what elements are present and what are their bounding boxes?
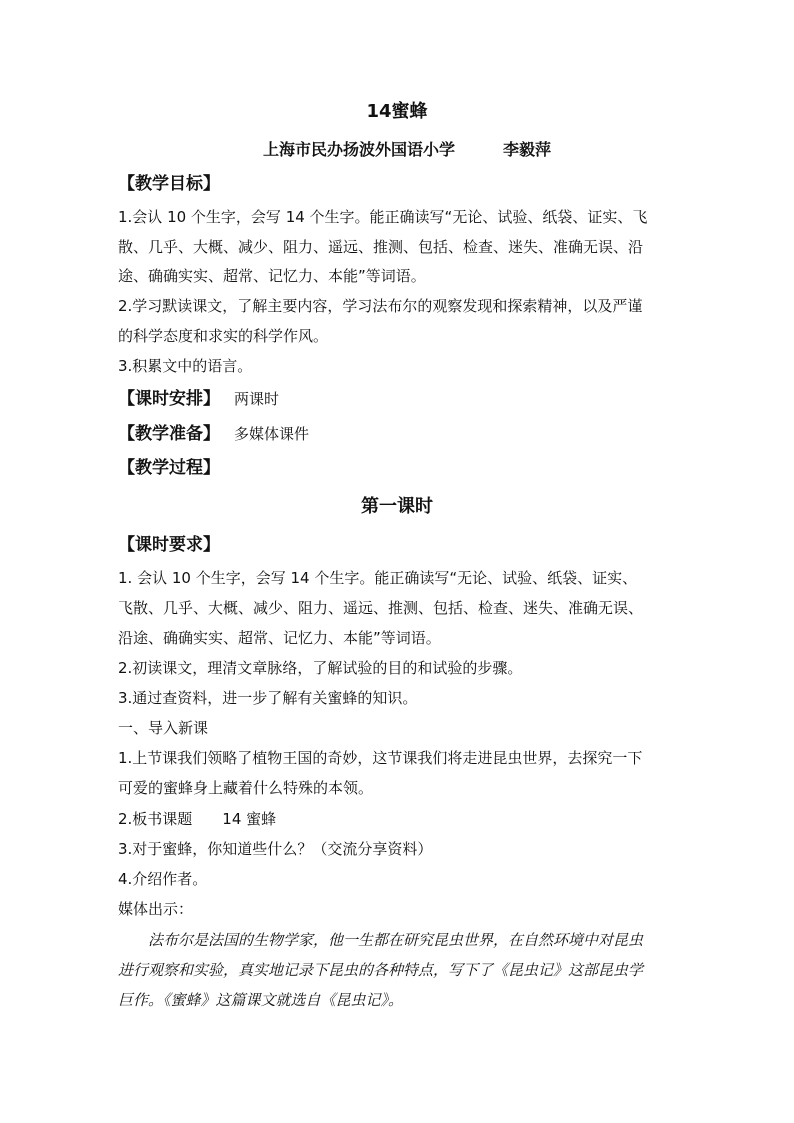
lesson-line: 可爱的蜜蜂身上藏着什么特殊的本领。 (118, 779, 374, 797)
lesson-line: 3.对于蜜蜂，你知道些什么？（交流分享资料） (118, 840, 433, 858)
author-byline: 上海市民办扬波外国语小学 李毅萍 (262, 140, 551, 159)
objectives-line: 的科学态度和求实的科学作风。 (118, 327, 329, 345)
objectives-heading: 【教学目标】 (118, 174, 220, 194)
lesson-line: 媒体出示： (118, 900, 194, 918)
schedule-value: 两课时 (234, 390, 280, 408)
lesson-line: 沿途、确确实实、超常、记忆力、本能”等词语。 (118, 629, 441, 647)
process-heading: 【教学过程】 (118, 458, 220, 478)
schedule-heading: 【课时安排】 (118, 389, 220, 409)
document-title: 14蜜蜂 (366, 101, 428, 122)
objectives-line: 途、确确实实、超常、记忆力、本能”等词语。 (118, 267, 426, 285)
media-line: 进行观察和实验，真实地记录下昆虫的各种特点，写下了《昆虫记》这部昆虫学 (118, 961, 644, 979)
prep-row (118, 424, 678, 444)
lesson-one-title: 第一课时 (361, 496, 433, 517)
prep-value: 多媒体课件 (234, 425, 310, 443)
media-line: 法布尔是法国的生物学家，他一生都在研究昆虫世界，在自然环境中对昆虫 (118, 931, 644, 949)
lesson-line: 2.初读课文，理清文章脉络，了解试验的目的和试验的步骤。 (118, 659, 523, 677)
lesson-line: 4.介绍作者。 (118, 870, 208, 888)
schedule-row (118, 389, 678, 409)
lesson-line: 3.通过查资料，进一步了解有关蜜蜂的知识。 (118, 689, 418, 707)
objectives-line: 1.会认 10 个生字，会写 14 个生字。能正确读写“无论、试验、纸袋、证实、飞 (118, 208, 648, 226)
requirements-heading: 【课时要求】 (118, 535, 220, 555)
objectives-line: 3.积累文中的语言。 (118, 357, 253, 375)
lesson-line: 2.板书课题 14 蜜蜂 (118, 810, 277, 828)
lesson-line: 飞散、几乎、大概、减少、阻力、遥远、推测、包括、检查、迷失、准确无误、 (118, 599, 644, 617)
lesson-line: 1. 会认 10 个生字，会写 14 个生字。能正确读写“无论、试验、纸袋、证实、 (118, 569, 638, 587)
lesson-line: 1.上节课我们领略了植物王国的奇妙，这节课我们将走进昆虫世界，去探究一下 (118, 749, 643, 767)
objectives-line: 2.学习默读课文，了解主要内容，学习法布尔的观察发现和探索精神，以及严谨 (118, 297, 643, 315)
media-line: 巨作。《蜜蜂》这篇课文就选自《昆虫记》。 (118, 991, 404, 1009)
prep-heading: 【教学准备】 (118, 424, 220, 444)
lesson-line: 一、导入新课 (118, 719, 209, 737)
objectives-line: 散、几乎、大概、减少、阻力、遥远、推测、包括、检查、迷失、准确无误、沿 (118, 238, 644, 256)
